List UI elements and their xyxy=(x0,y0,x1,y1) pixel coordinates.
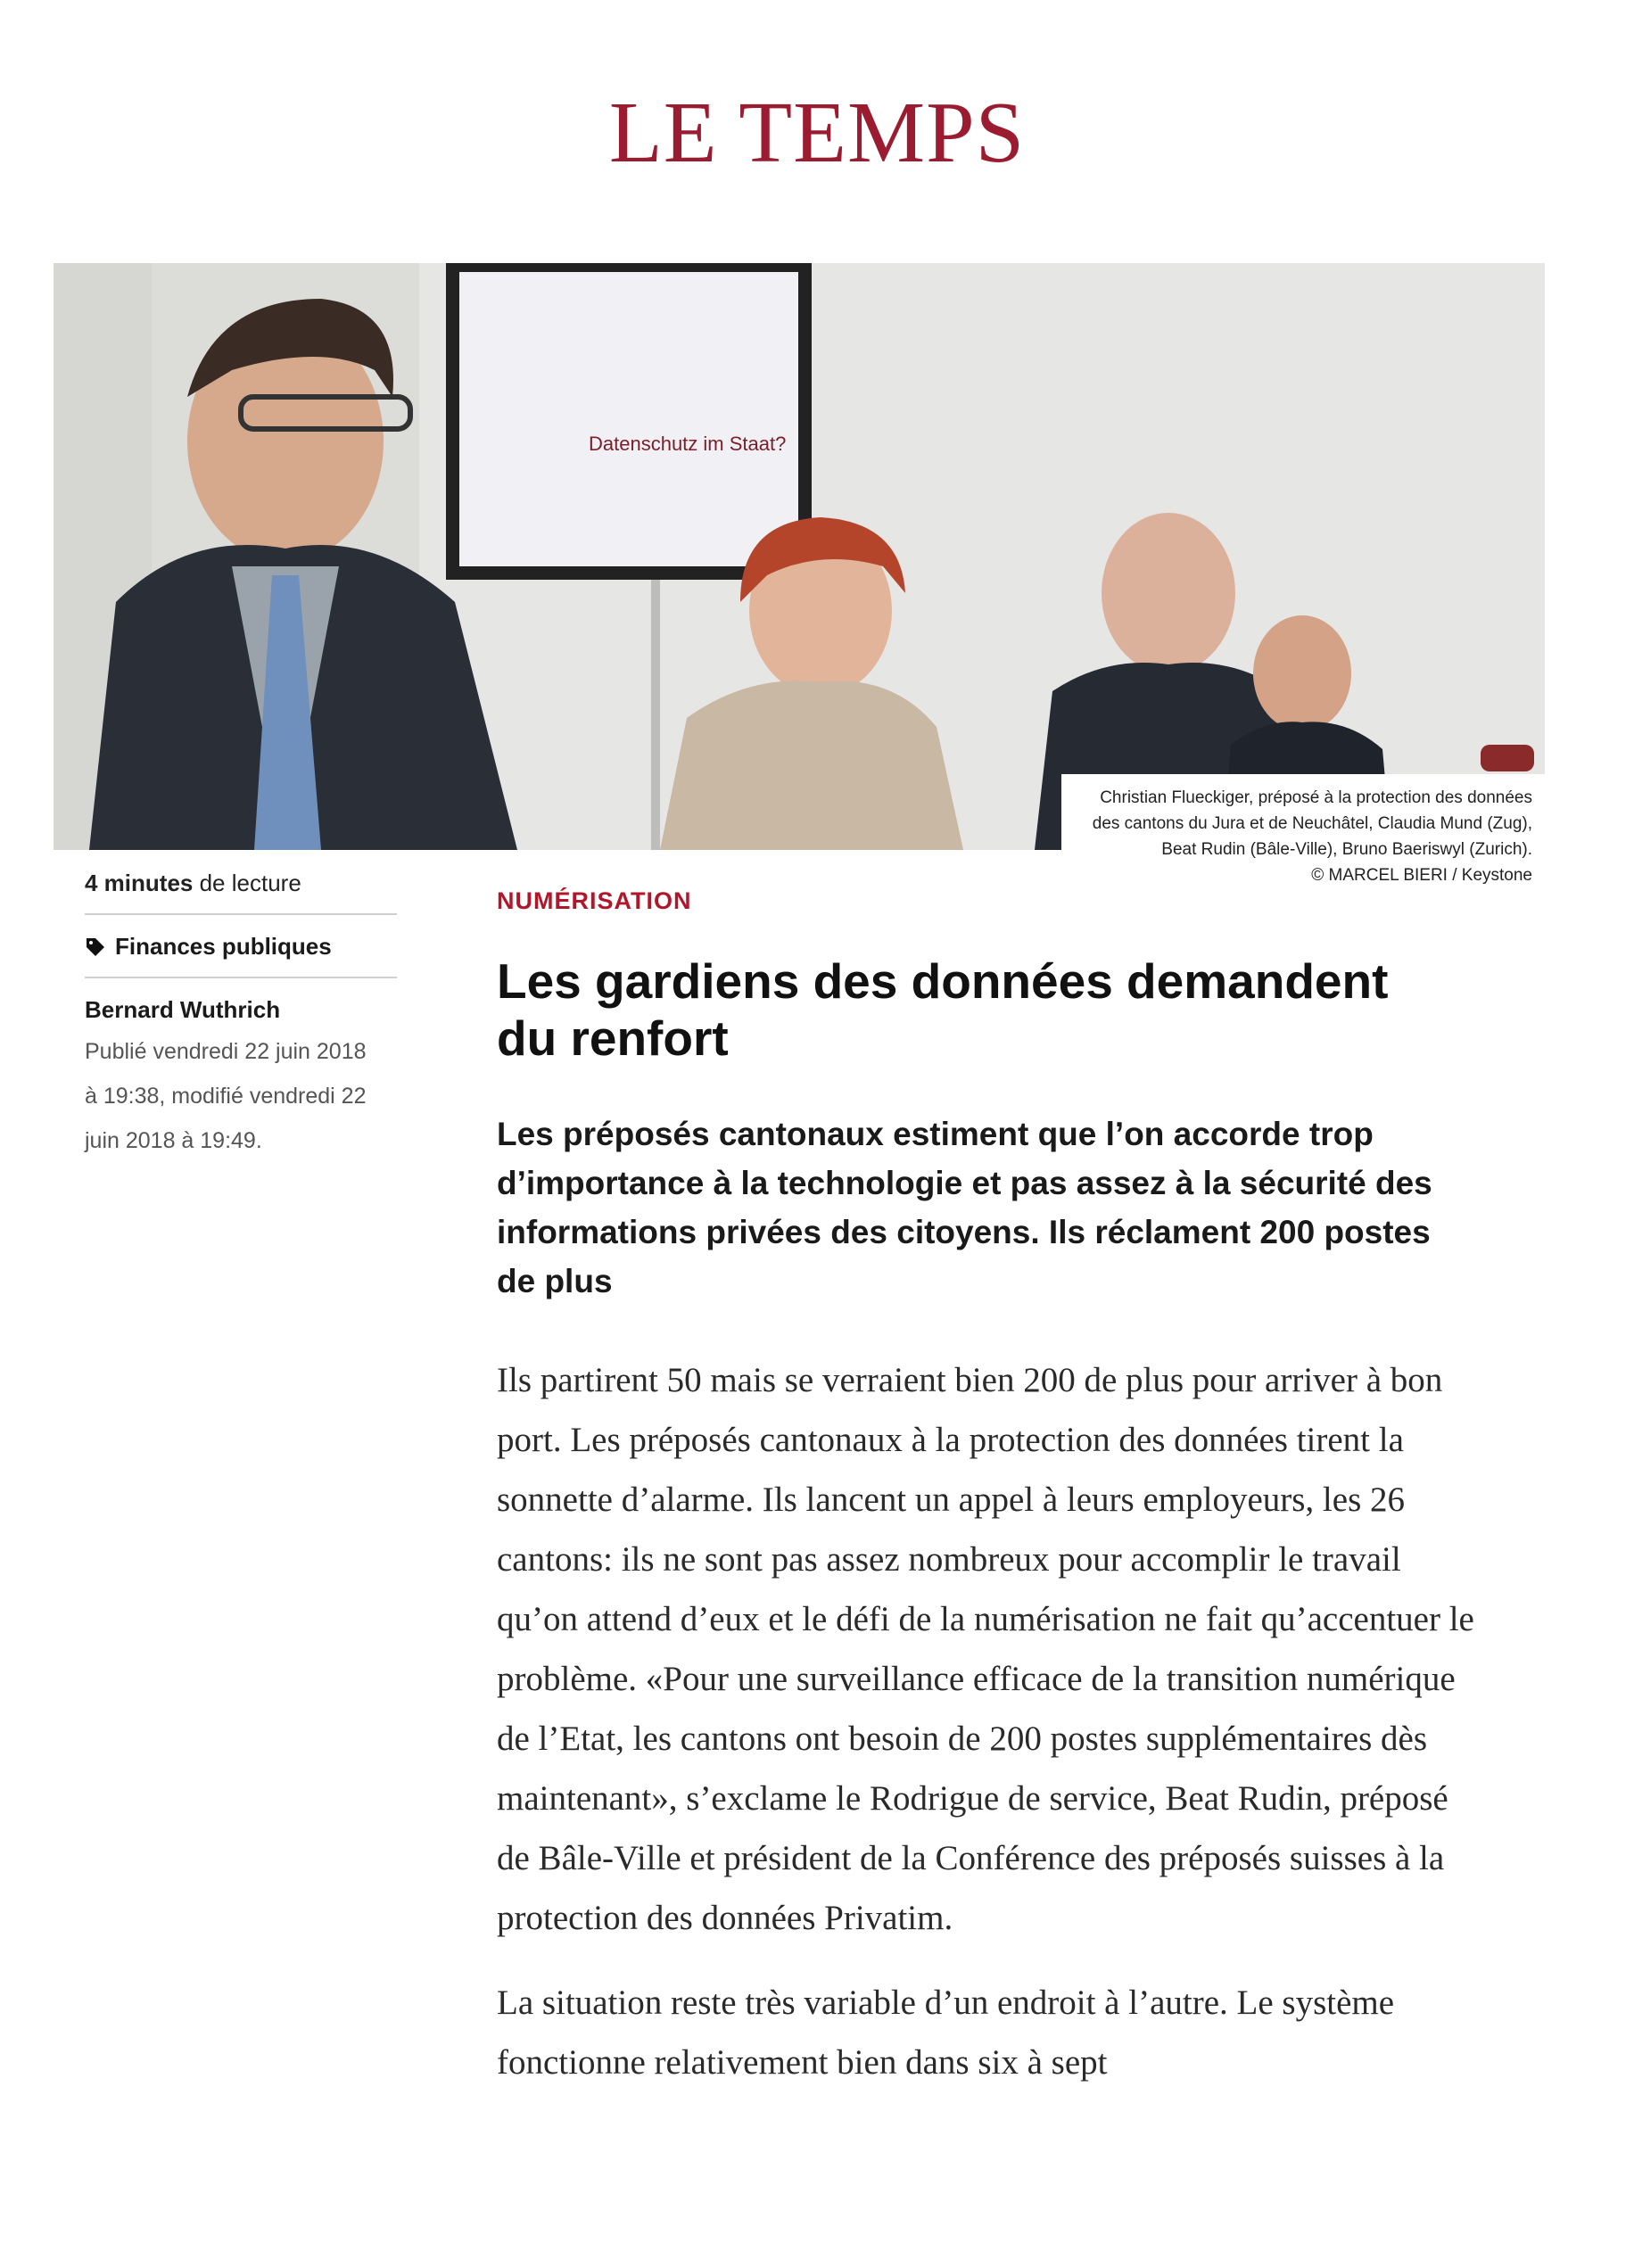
article-category[interactable]: NUMÉRISATION xyxy=(497,887,692,914)
press-conference-illustration xyxy=(54,263,1545,850)
article-title: Les gardiens des données demandent du renfort xyxy=(497,953,1389,1066)
article-paragraph: Ils partirent 50 mais se verraient bien 200 de plus pour arriver à bon port. Les préposés cantonaux à la protection des données tirent la sonnette d’alarme. Ils lancent un appel à leurs employeurs, les 26 cantons: ils ne sont pas assez nombreux pour accomplir le travail qu’on attend d’eux et le défi de la numérisation ne fait qu’accentuer le problème. «Pour une surveillance efficace de la transition numérique de l’Etat, les cantons ont besoin de 200 postes supplémentaires dès maintenant», s’exclame le Rodrigue de service, Beat Rudin, préposé de Bâle-Ville et président de la Conférence des préposés suisses à la protection des données Privatim. xyxy=(497,1361,1474,1937)
author-name[interactable]: Bernard Wuthrich xyxy=(85,996,281,1023)
topic-tag-label[interactable]: Finances publiques xyxy=(115,933,332,960)
reading-time-value: 4 minutes xyxy=(85,870,194,896)
article-meta-sidebar xyxy=(85,870,397,1163)
photo-caption-box xyxy=(1061,774,1548,895)
article-body xyxy=(497,1350,1478,2092)
topic-tag[interactable] xyxy=(85,915,397,978)
article-photo xyxy=(54,263,1545,850)
publication-dates: Publié vendredi 22 juin 2018 à 19:38, modifié vendredi 22 juin 2018 à 19:49. xyxy=(85,1039,367,1153)
site-logo[interactable]: LE TEMPS xyxy=(608,85,1026,181)
reading-time xyxy=(85,870,397,915)
screen-text: Datenschutz im Staat? xyxy=(589,433,787,455)
article-main xyxy=(497,887,1478,2092)
presentation-screen xyxy=(459,272,798,566)
reading-time-suffix: de lecture xyxy=(193,870,301,896)
tag-icon xyxy=(85,936,106,958)
article-paragraph: La situation reste très variable d’un endroit à l’autre. Le système fonctionne relativement bien dans six à sept xyxy=(497,1983,1395,2082)
article-lead: Les préposés cantonaux estiment que l’on accorde trop d’importance à la technologie et pas assez à la sécurité des informations privées des citoyens. Ils réclament 200 postes de plus xyxy=(497,1116,1432,1299)
photo-caption: Christian Flueckiger, préposé à la protection des données des cantons du Jura et de Neuchâtel, Claudia Mund (Zug), Beat Rudin (Bâle-Ville), Bruno Baeriswyl (Zurich). xyxy=(1092,788,1532,859)
photo-credit: © MARCEL BIERI / Keystone xyxy=(1311,866,1532,885)
